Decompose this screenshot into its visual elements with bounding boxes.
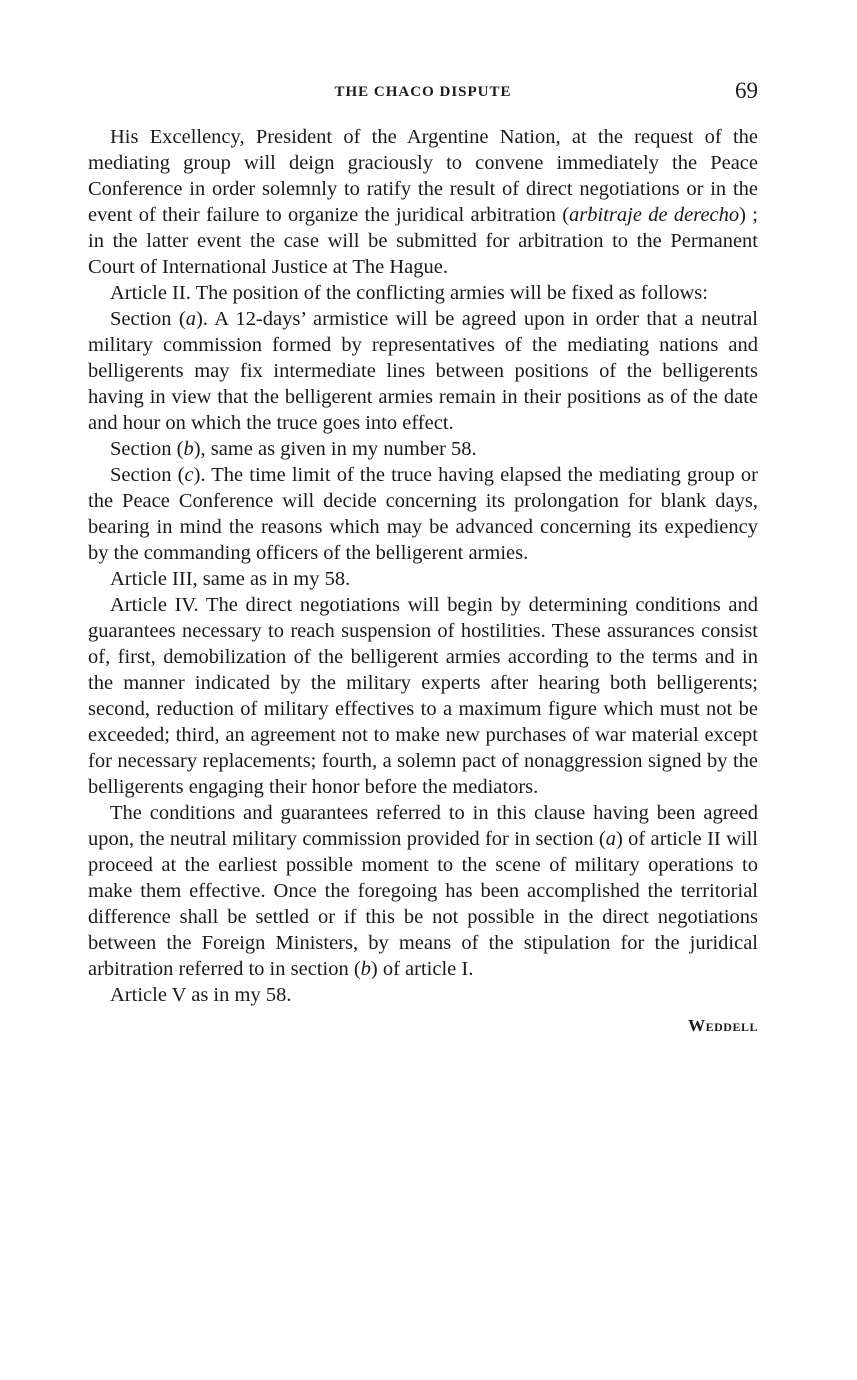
paragraph: Section (b), same as given in my number 58.: [110, 438, 477, 460]
paragraph: The conditions and guarantees referred to in this clause having been agreed upon, the neutral military commission provided for in section (a) of article II will proceed at the earliest possible moment to the scene of military operations to make them effective. Once the foregoing has been accomplished the territorial difference shall be settled or if this be not possible in the direct negotiations between the Foreign Ministers, by means of the stipulation for the juridical arbitration referred to in section (b) of article I.: [88, 802, 758, 980]
paragraph: His Excellency, President of the Argentine Nation, at the request of the mediating group will deign graciously to convene immediately the Peace Conference in order solemnly to ratify the result of direct negotiations or in the event of their failure to organize the juridical arbitration (arbitraje de derecho) ; in the latter event the case will be submitted for arbitration to the Permanent Court of International Justice at The Hague.: [88, 126, 758, 278]
paragraph: Section (a). A 12-days’ armistice will be agreed upon in order that a neutral military commission formed by representatives of the mediating nations and belligerents may fix intermediate lines between positions of the belligerents having in view that the belligerent armies remain in their positions as of the date and hour on which the truce goes into effect.: [88, 308, 758, 434]
paragraph: Section (c). The time limit of the truce having elapsed the mediating group or the Peace Conference will decide concerning its prolongation for blank days, bearing in mind the reasons which may be advanced concerning its expediency by the commanding officers of the belligerent armies.: [88, 464, 758, 564]
document-page: [88, 76, 758, 1036]
signature: Weddell: [688, 1016, 758, 1035]
paragraph: Article IV. The direct negotiations will begin by determining conditions and guarantees necessary to reach suspension of hostilities. These assurances consist of, first, demobilization of the belligerent armies according to the terms and in the manner indicated by the military experts after hearing both belligerents; second, reduction of military effectives to a maximum figure which must not be exceeded; third, an agreement not to make new purchases of war material except for necessary replacements; fourth, a solemn pact of nonaggression signed by the belligerents engaging their honor before the mediators.: [88, 594, 758, 798]
running-title: THE CHACO DISPUTE: [334, 84, 512, 100]
paragraph: Article V as in my 58.: [110, 984, 292, 1006]
body-text: [88, 124, 758, 1008]
page-number: 69: [735, 78, 758, 103]
paragraph: Article II. The position of the conflicting armies will be fixed as follows:: [110, 282, 708, 304]
running-header: [88, 76, 758, 110]
paragraph: Article III, same as in my 58.: [110, 568, 351, 590]
